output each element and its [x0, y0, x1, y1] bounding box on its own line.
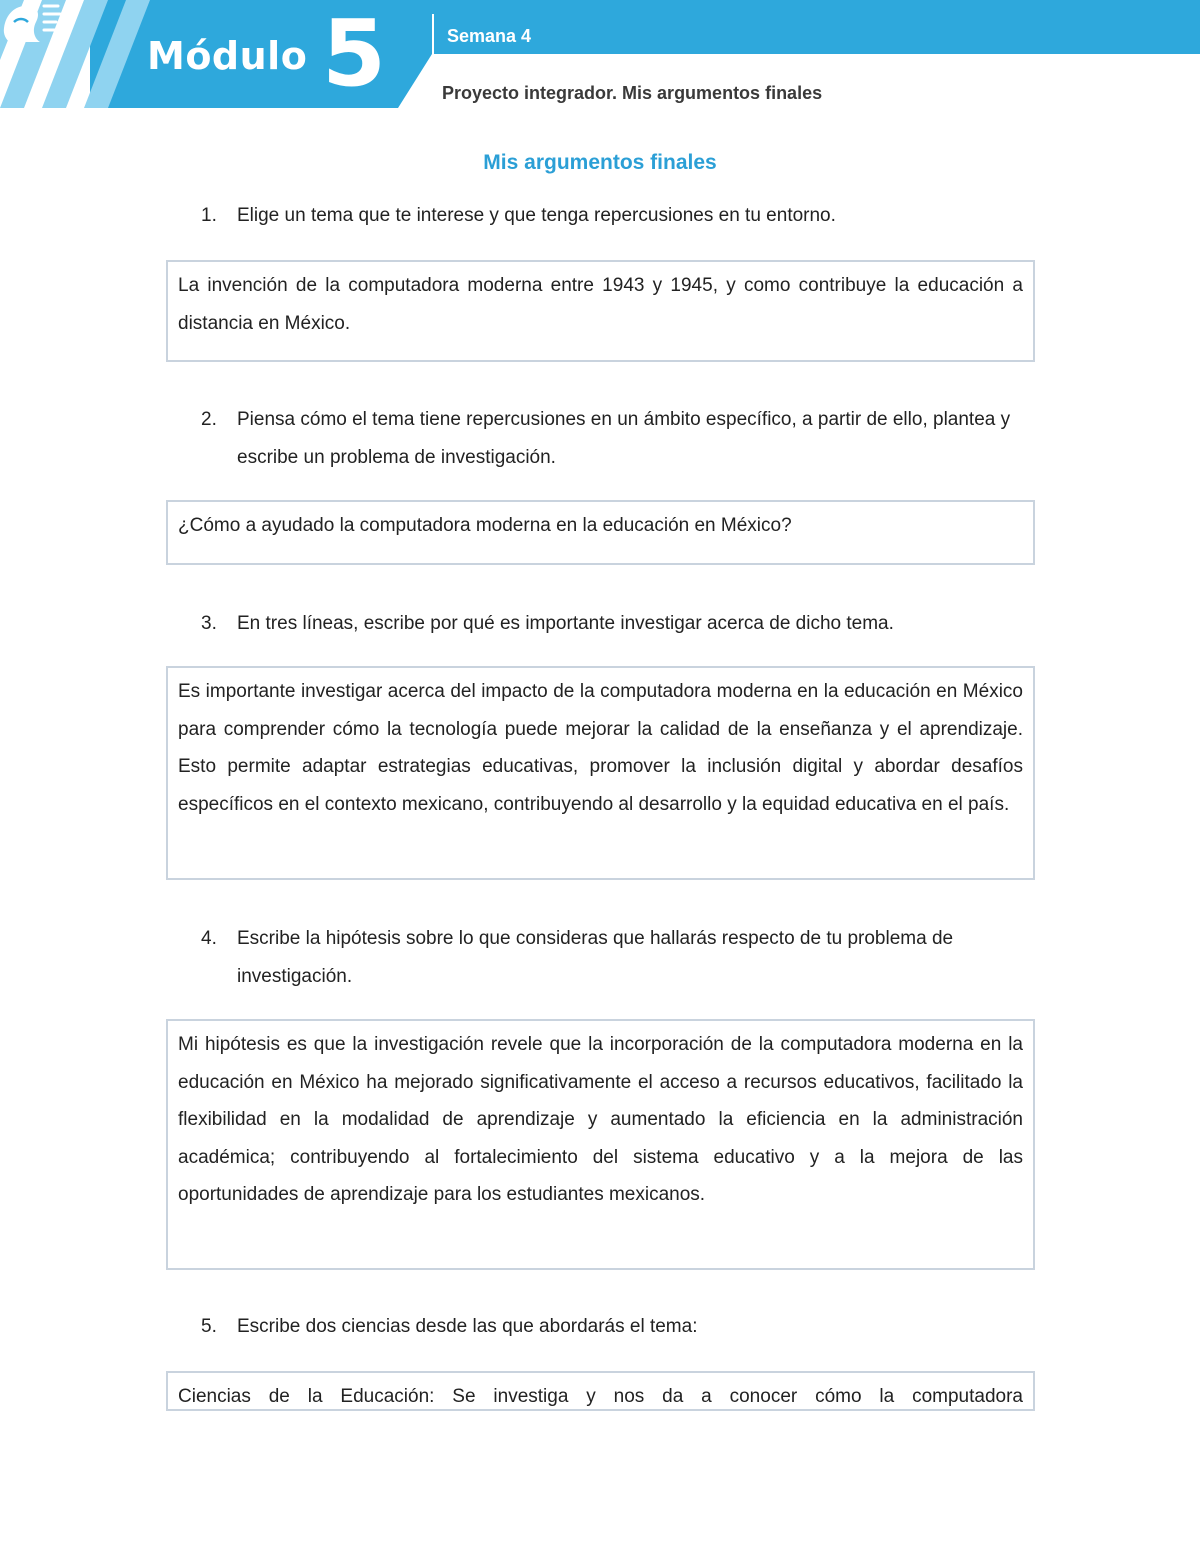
question-text: Escribe dos ciencias desde las que abordarás el tema:: [237, 1316, 698, 1337]
question-number: 5.: [201, 1316, 217, 1337]
module-number: 5: [322, 0, 387, 107]
question-4: [201, 920, 1033, 996]
question-5: [201, 1308, 1033, 1346]
module-label: Módulo: [147, 34, 308, 78]
answer-text: Es importante investigar acerca del impacto de la computadora moderna en la educación en México para comprender cómo la tecnología puede mejorar la calidad de la enseñanza y el aprendizaje. Esto permite adaptar estrategias educativas, promover la inclusión digital y abordar desafíos específicos en el contexto mexicano, contribuyendo al desarrollo y la equidad educativa en el país.: [178, 681, 1023, 815]
answer-box-3: [166, 666, 1035, 880]
question-text: Piensa cómo el tema tiene repercusiones en un ámbito específico, a partir de ello, plantea y escribe un problema de investigación.: [237, 409, 1011, 468]
answer-text: ¿Cómo a ayudado la computadora moderna en la educación en México?: [178, 515, 792, 536]
section-title: Mis argumentos finales: [483, 151, 717, 174]
question-number: 1.: [201, 205, 217, 226]
answer-text: Mi hipótesis es que la investigación revele que la incorporación de la computadora moderna en la educación en México ha mejorado significativamente el acceso a recursos educativos, facilitado la flexibilidad en la modalidad de aprendizaje y aumentado la eficiencia en la administración académica; contribuyendo al fortalecimiento del sistema educativo y a la mejora de las oportunidades de aprendizaje para los estudiantes mexicanos.: [178, 1034, 1023, 1205]
week-label: Semana 4: [447, 26, 532, 46]
question-text: Elige un tema que te interese y que tenga repercusiones en tu entorno.: [237, 205, 836, 226]
question-text: Escribe la hipótesis sobre lo que consideras que hallarás respecto de tu problema de investigación.: [237, 928, 954, 987]
question-1: [201, 197, 1033, 235]
question-text: En tres líneas, escribe por qué es importante investigar acerca de dicho tema.: [237, 613, 894, 634]
answer-box-2: [166, 500, 1035, 565]
page-header: [0, 0, 1200, 112]
question-number: 4.: [201, 928, 217, 949]
question-3: [201, 605, 1033, 643]
project-title: Proyecto integrador. Mis argumentos finales: [442, 83, 823, 103]
prepa-en-linea-sep-logo-icon: [0, 0, 64, 46]
answer-box-5: [166, 1371, 1035, 1411]
question-number: 2.: [201, 409, 217, 430]
answer-text: Ciencias de la Educación: Se investiga y nos da a conocer cómo la computadora: [178, 1386, 1023, 1407]
answer-box-1: [166, 260, 1035, 362]
answer-text: La invención de la computadora moderna entre 1943 y 1945, y como contribuye la educación a distancia en México.: [178, 275, 1023, 334]
week-separator: [432, 14, 434, 56]
answer-box-4: [166, 1019, 1035, 1270]
question-2: [201, 401, 1033, 477]
question-number: 3.: [201, 613, 217, 634]
